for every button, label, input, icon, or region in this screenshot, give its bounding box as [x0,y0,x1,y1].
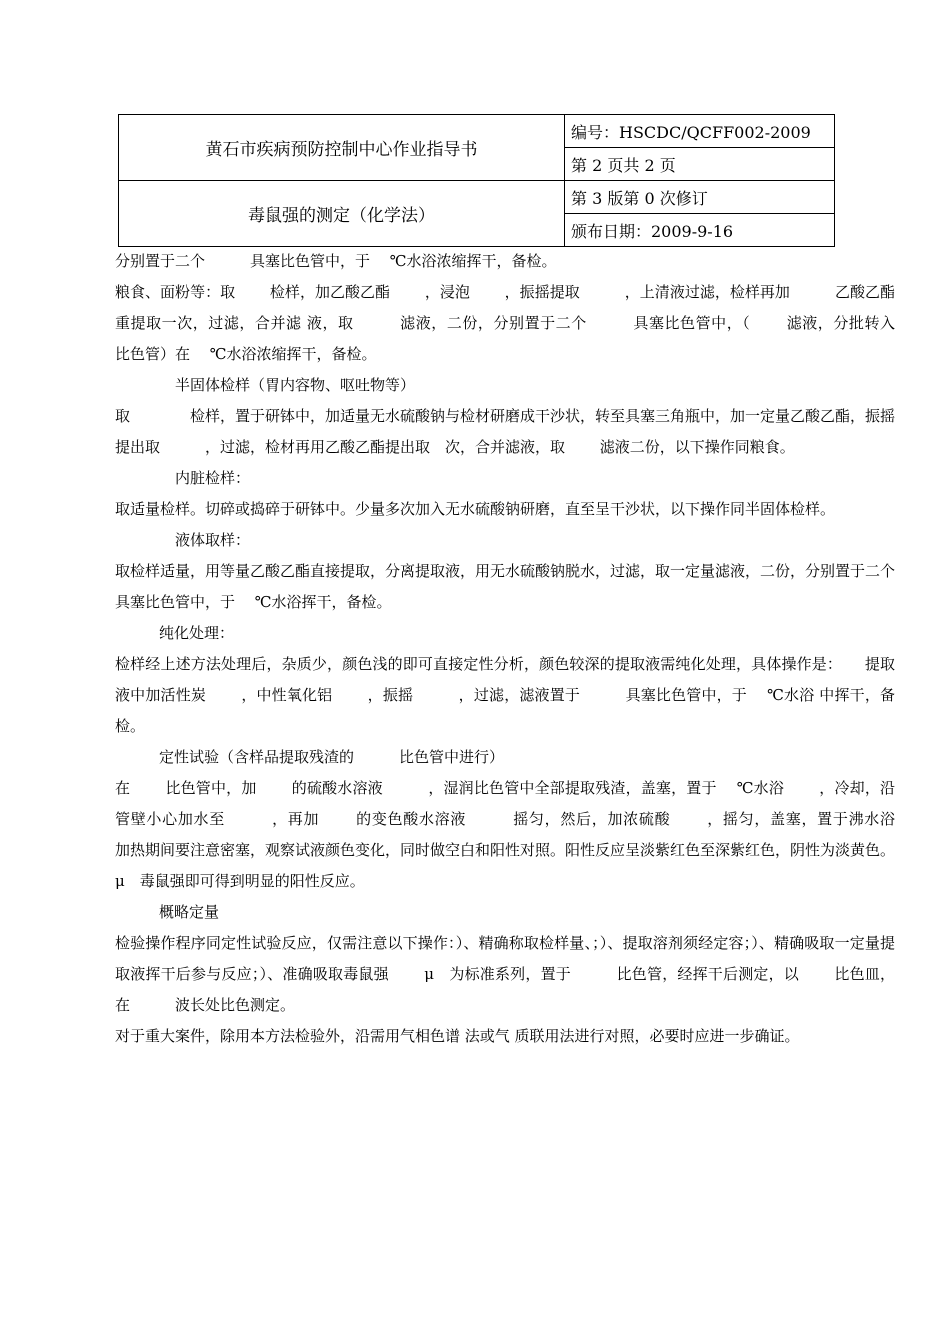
issue-date: 颁布日期：2009-9-16 [565,214,835,247]
doc-code: 编号：HSCDC/QCFF002-2009 [565,115,835,148]
page-number: 第 2 页共 2 页 [565,148,835,181]
paragraph-p10: 检样经上述方法处理后，杂质少，颜色浅的即可直接定性分析，颜色较深的提取液需纯化处理，具体操作是： 提取液中加活性炭 ，中性氧化铝 ，振摇 ，过滤，滤液置于 具塞比色管中，于 ℃水浴 中挥干，备检。 [115,655,895,735]
version: 第 3 版第 0 次修订 [565,181,835,214]
paragraph-p13: 概略定量 [159,903,220,921]
paragraph-p08: 取检样适量，用等量乙酸乙酯直接提取，分离提取液，用无水硫酸钠脱水，过滤，取一定量滤液，二份，分别置于二个 具塞比色管中，于 ℃水浴挥干，备检。 [115,562,941,611]
paragraph-p05: 内脏检样： [175,469,251,487]
org-title: 黄石市疾病预防控制中心作业指导书 [119,115,565,181]
paragraph-p14: 检验操作程序同定性试验反应，仅需注意以下操作：）、精确称取检样量、；）、提取溶剂须经定容；）、精确吸取一定量提取液挥干后参与反应；）、准确吸取毒鼠强 μ 为标准系列，置于 比色管，经挥干后测定，以 比色皿，在 波长处比色测定。 [115,934,895,1014]
paragraph-p09: 纯化处理： [159,624,235,642]
paragraph-p04: 取 检样，置于研钵中，加适量无水硫酸钠与检材研磨成干沙状，转至具塞三角瓶中，加一定量乙酸乙酯，振摇提出取 ，过滤，检材再用乙酸乙酯提出取 次，合并滤液，取 滤液二份，以下操作同粮食。 [115,407,896,456]
paragraph-p06: 取适量检样。切碎或捣碎于研钵中。少量多次加入无水硫酸钠研磨，直至呈干沙状，以下操作同半固体检样。 [115,500,836,518]
paragraph-p02: 粮食、面粉等：取 检样，加乙酸乙酯 ，浸泡 ，振摇提取 ，上清液过滤，检样再加 乙酸乙酯重提取一次，过滤，合并滤 液，取 滤液，二份，分别置于二个 具塞比色管中，（ 滤液，分批转入 比色管）在 ℃水浴浓缩挥干，备检。 [115,283,941,363]
header-table [118,114,835,247]
paragraph-p11: 定性试验（含样品提取残渣的 比色管中进行） [159,748,505,766]
paragraph-p07: 液体取样： [175,531,251,549]
body-text [115,246,941,1052]
paragraph-p01: 分别置于二个 具塞比色管中，于 ℃水浴浓缩挥干，备检。 [115,252,557,270]
paragraph-p15: 对于重大案件，除用本方法检验外，沿需用气相色谱 法或气 质联用法进行对照，必要时应进一步确证。 [115,1027,800,1045]
paragraph-p03: 半固体检样（胃内容物、呕吐物等） [175,376,416,394]
paragraph-p12: 在 比色管中，加 的硫酸水溶液 ，湿润比色管中全部提取残渣，盖塞，置于 ℃水浴 ，冷却，沿管壁小心加水至 ，再加 的变色酸水溶液 摇匀，然后，加浓硫酸 ，摇匀，盖塞，置于沸水浴 加热期间要注意密塞，观察试液颜色变化，同时做空白和阳性对照。阳性反应呈淡紫红色至深紫红色，阴性为淡黄色。 μ 毒鼠强即可得到明显的阳性反应。 [115,779,941,890]
doc-title: 毒鼠强的测定（化学法） [119,181,565,247]
